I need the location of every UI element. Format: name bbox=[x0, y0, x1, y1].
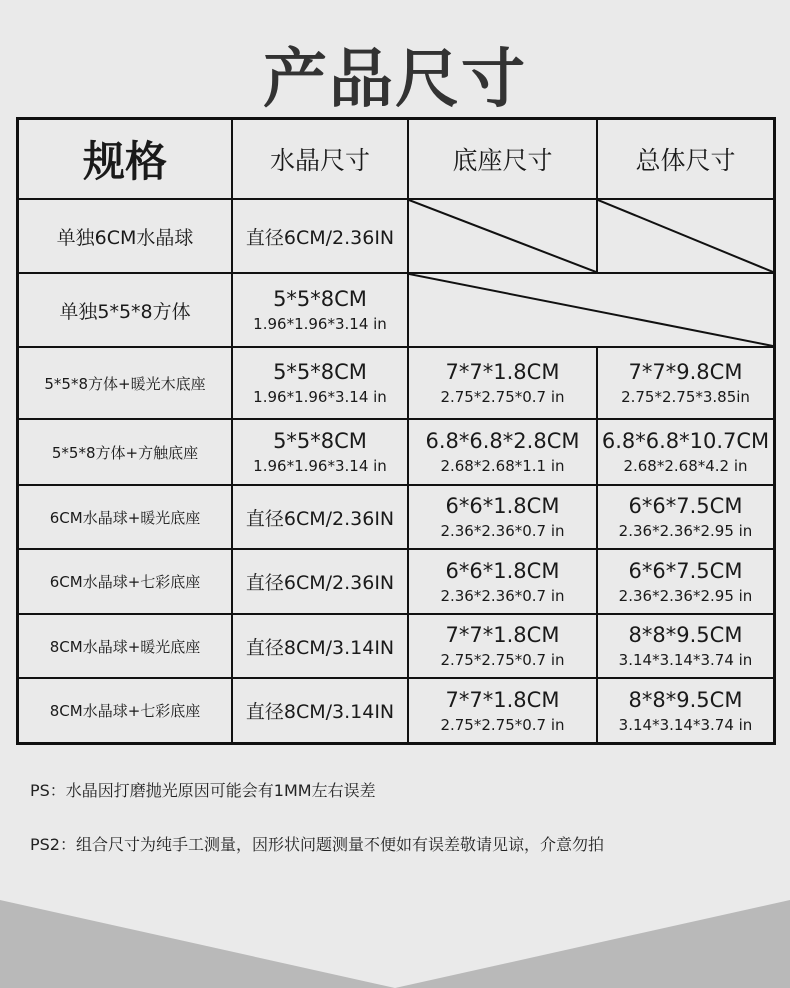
spec-label: 5*5*8方体+暖光木底座 bbox=[44, 374, 206, 393]
crystal-value: 直径8CM/3.14IN bbox=[245, 701, 395, 723]
spec-cell bbox=[19, 274, 233, 348]
crystal-cell bbox=[233, 420, 409, 486]
base-value: 6*6*1.8CM bbox=[445, 558, 560, 583]
page-title: 产品尺寸 bbox=[263, 43, 527, 117]
spec-cell bbox=[19, 679, 233, 742]
crystal-cell bbox=[233, 679, 409, 742]
base-cell bbox=[409, 550, 598, 615]
spec-cell bbox=[19, 550, 233, 615]
base-value: 6*6*1.8CM bbox=[445, 494, 560, 518]
spec-cell bbox=[19, 615, 233, 679]
total-value-inch: 2.36*2.36*2.95 in bbox=[618, 522, 753, 540]
spec-cell bbox=[19, 420, 233, 486]
header-cell bbox=[233, 120, 409, 200]
total-value-inch: 2.75*2.75*3.85in bbox=[621, 388, 750, 406]
base-cell bbox=[409, 486, 598, 550]
crystal-value: 直径6CM/2.36IN bbox=[245, 507, 395, 530]
total-cell bbox=[598, 679, 773, 742]
spec-label: 8CM水晶球+暖光底座 bbox=[49, 637, 201, 656]
crystal-value: 直径8CM/3.14IN bbox=[245, 636, 395, 659]
empty-cell-diagonal bbox=[598, 200, 773, 272]
base-cell bbox=[409, 348, 598, 420]
base-value: 7*7*1.8CM bbox=[445, 360, 560, 384]
header-cell bbox=[409, 120, 598, 200]
total-cell bbox=[598, 615, 773, 679]
base-value-inch: 2.36*2.36*0.7 in bbox=[440, 586, 565, 605]
spec-label: 单独6CM水晶球 bbox=[56, 226, 194, 249]
crystal-value: 5*5*8CM bbox=[273, 287, 367, 311]
crystal-cell bbox=[233, 348, 409, 420]
header-label: 规格 bbox=[82, 137, 167, 186]
empty-cell-diagonal bbox=[409, 274, 773, 346]
total-cell bbox=[598, 348, 773, 420]
base-value: 7*7*1.8CM bbox=[445, 623, 560, 647]
header-label: 总体尺寸 bbox=[635, 146, 736, 175]
spec-cell bbox=[19, 200, 233, 274]
total-cell bbox=[598, 486, 773, 550]
total-value: 6*6*7.5CM bbox=[628, 494, 743, 518]
header-label: 水晶尺寸 bbox=[269, 146, 370, 175]
spec-label: 6CM水晶球+暖光底座 bbox=[49, 508, 201, 527]
size-table bbox=[16, 117, 776, 745]
total-value-inch: 2.68*2.68*4.2 in bbox=[623, 457, 748, 475]
total-cell bbox=[598, 550, 773, 615]
bottom-decoration bbox=[0, 860, 790, 988]
base-cell bbox=[409, 679, 598, 742]
crystal-cell bbox=[233, 615, 409, 679]
total-value-inch: 3.14*3.14*3.74 in bbox=[618, 651, 753, 669]
header-cell bbox=[598, 120, 773, 200]
base-value: 6.8*6.8*2.8CM bbox=[425, 429, 580, 453]
total-value: 8*8*9.5CM bbox=[628, 687, 743, 712]
base-value-inch: 2.68*2.68*1.1 in bbox=[440, 457, 565, 475]
crystal-value-inch: 1.96*1.96*3.14 in bbox=[253, 315, 387, 333]
base-value-inch: 2.36*2.36*0.7 in bbox=[440, 522, 565, 540]
base-cell bbox=[409, 615, 598, 679]
base-value-inch: 2.75*2.75*0.7 in bbox=[440, 388, 565, 406]
spec-label: 单独5*5*8方体 bbox=[59, 300, 191, 323]
spec-cell bbox=[19, 348, 233, 420]
total-value: 6.8*6.8*10.7CM bbox=[601, 429, 770, 453]
note-1: PS：水晶因打磨抛光原因可能会有1MM左右误差 bbox=[30, 781, 376, 800]
crystal-cell bbox=[233, 274, 409, 348]
base-value-inch: 2.75*2.75*0.7 in bbox=[440, 651, 565, 669]
total-value: 8*8*9.5CM bbox=[628, 623, 743, 647]
base-cell bbox=[409, 274, 773, 348]
crystal-value: 直径6CM/2.36IN bbox=[245, 226, 395, 249]
crystal-value: 直径6CM/2.36IN bbox=[245, 572, 395, 594]
crystal-value-inch: 1.96*1.96*3.14 in bbox=[253, 388, 387, 406]
spec-label: 5*5*8方体+方触底座 bbox=[51, 443, 199, 462]
base-cell bbox=[409, 200, 598, 274]
header-label: 底座尺寸 bbox=[452, 146, 553, 175]
total-cell bbox=[598, 200, 773, 274]
total-value-inch: 2.36*2.36*2.95 in bbox=[618, 586, 753, 605]
base-cell bbox=[409, 420, 598, 486]
header-cell bbox=[19, 120, 233, 200]
crystal-cell bbox=[233, 200, 409, 274]
spec-label: 8CM水晶球+七彩底座 bbox=[49, 702, 201, 720]
empty-cell-diagonal bbox=[409, 200, 596, 272]
crystal-value-inch: 1.96*1.96*3.14 in bbox=[253, 457, 387, 475]
total-value: 7*7*9.8CM bbox=[628, 360, 743, 384]
crystal-value: 5*5*8CM bbox=[273, 360, 367, 384]
total-cell bbox=[598, 420, 773, 486]
note-2: PS2：组合尺寸为纯手工测量，因形状问题测量不便如有误差敬请见谅，介意勿拍 bbox=[30, 835, 604, 854]
base-value: 7*7*1.8CM bbox=[445, 687, 560, 712]
crystal-value: 5*5*8CM bbox=[273, 429, 367, 453]
spec-label: 6CM水晶球+七彩底座 bbox=[49, 573, 201, 591]
spec-cell bbox=[19, 486, 233, 550]
base-value-inch: 2.75*2.75*0.7 in bbox=[440, 715, 565, 734]
total-value: 6*6*7.5CM bbox=[628, 558, 743, 583]
crystal-cell bbox=[233, 486, 409, 550]
crystal-cell bbox=[233, 550, 409, 615]
total-value-inch: 3.14*3.14*3.74 in bbox=[618, 715, 753, 734]
